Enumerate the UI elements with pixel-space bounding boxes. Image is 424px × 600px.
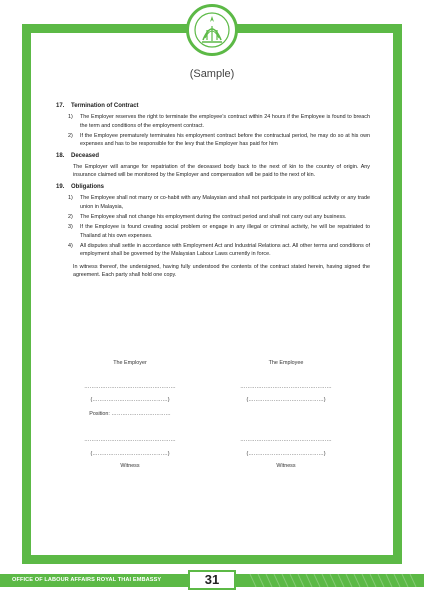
section-paragraph: The Employer will arrange for repatriation of the deceased body back to the next of kin to the country of origin. Any insurance claimed will be monitored by the Employer and compensation will be paid to the next of kin. xyxy=(73,164,370,179)
item-number: 3) xyxy=(68,224,73,231)
item-text: The Employee shall not marry or co-habit with any Malaysian and shall not participate in any political activity or any trade union in Malaysia, xyxy=(80,195,370,210)
section-number: 17. xyxy=(56,103,65,109)
section-number: 18. xyxy=(56,152,65,159)
item-number: 1) xyxy=(68,114,73,121)
contract-body xyxy=(58,99,370,282)
witness-right-sign-line: …………………………………………… xyxy=(240,437,332,443)
employee-label: The Employee xyxy=(268,360,304,366)
royal-thai-emblem-icon xyxy=(186,4,238,56)
witness-left-sign-line: …………………………………………… xyxy=(84,437,176,443)
employer-sign-line: …………………………………………… xyxy=(84,384,176,390)
item-number: 2) xyxy=(68,133,73,140)
list-item xyxy=(68,213,370,221)
section-title: Termination of Contract xyxy=(71,103,139,109)
employee-name-paren: (……………………………………) xyxy=(246,397,326,403)
witness-left-label: Witness xyxy=(120,463,140,469)
list-item xyxy=(68,194,370,211)
item-text: If the Employee prematurely terminates his employment contract before the contractual period, he may do so at his own expenses and has to be responsible for the levy that the Employer has paid for him xyxy=(80,133,370,148)
footer xyxy=(0,566,424,600)
item-text: The Employee shall not change his employment during the contract period and shall not carry out any business. xyxy=(80,213,347,220)
section-17-heading xyxy=(58,102,370,111)
section-title: Obligations xyxy=(71,183,104,190)
employer-name-paren: (……………………………………) xyxy=(90,397,170,403)
sample-label: (Sample) xyxy=(189,68,235,80)
employer-position: Position: …………………………… xyxy=(89,411,171,417)
item-number: 2) xyxy=(68,213,73,220)
item-number: 1) xyxy=(68,195,73,202)
witness-right-label: Witness xyxy=(276,463,296,469)
list-item xyxy=(68,132,370,149)
list-item xyxy=(68,242,370,259)
office-label: OFFICE OF LABOUR AFFAIRS ROYAL THAI EMBASSY xyxy=(12,577,162,583)
section-title: Deceased xyxy=(71,152,100,159)
closing-paragraph: In witness thereof, the undersigned, having fully understood the contents of the contract stated herein, having signed the agreement. Each party shall hold one copy. xyxy=(73,263,370,279)
employee-sign-line: …………………………………………… xyxy=(240,384,332,390)
list-item xyxy=(68,223,370,240)
section-19-heading xyxy=(58,183,370,192)
section-number: 19. xyxy=(56,183,65,190)
employer-label: The Employer xyxy=(113,360,147,366)
section-18-heading xyxy=(58,152,370,161)
item-number: 4) xyxy=(68,243,73,250)
page-number: 31 xyxy=(204,572,220,587)
item-text: All disputes shall settle in accordance with Employment Act and Industrial Relations act. All other terms and conditions of employment shall be governed by the Malaysian Labour Laws currently in force. xyxy=(80,243,370,258)
witness-left-name-paren: (……………………………………) xyxy=(90,451,170,457)
list-item xyxy=(68,113,370,130)
witness-right-name-paren: (……………………………………) xyxy=(246,451,326,457)
item-text: The Employer reserves the right to terminate the employee’s contract within 24 hours if the Employee is found to breach the term and conditions of the employment contract. xyxy=(80,114,370,129)
item-text: If the Employee is found creating social problem or engage in any illegal or criminal activity, he will be repatriated to Thailand at his own expenses. xyxy=(80,224,370,239)
